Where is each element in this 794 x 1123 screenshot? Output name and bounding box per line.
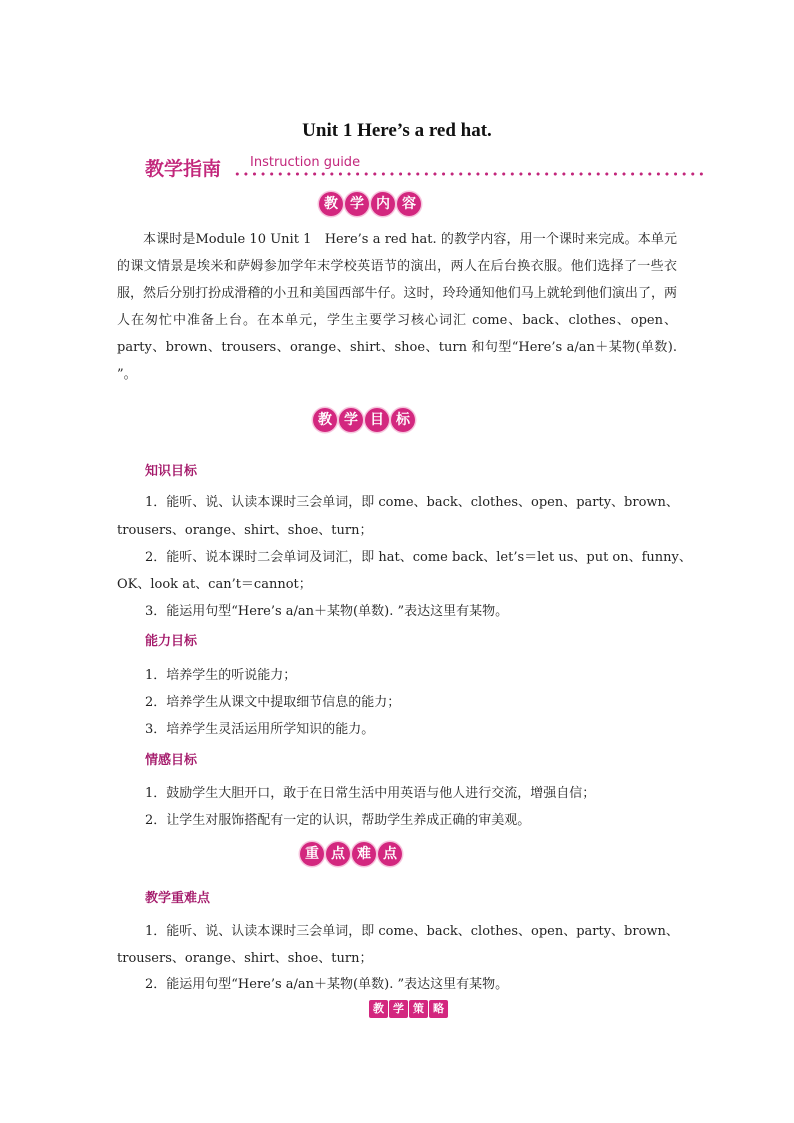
badge-char: 标	[391, 408, 415, 432]
badge-char: 教	[369, 1000, 388, 1018]
badge-char: 学	[389, 1000, 408, 1018]
ability-item-2: 2．培养学生从课文中提取细节信息的能力；	[145, 695, 401, 710]
badge-char: 容	[397, 192, 421, 216]
badge-char: 略	[429, 1000, 448, 1018]
knowledge-item-1-cont: trousers、orange、shirt、shoe、turn；	[117, 523, 373, 538]
badge-char: 学	[345, 192, 369, 216]
badge-char: 学	[339, 408, 363, 432]
knowledge-goals-heading: 知识目标	[145, 464, 198, 479]
badge-teaching-content	[319, 192, 421, 216]
content-paragraph: 本课时是Module 10 Unit 1 Here’s a red hat. 的教学内容，用一个课时来完成。本单元的课文情景是埃米和萨姆参加学年末学校英语节的演出，两人在后台换衣服。他们选择了一些衣服，然后分别打扮成滑稽的小丑和美国西部牛仔。这时，玲玲通知他们马上就轮到他们演出了，两人在匆忙中准备上台。在本单元，学生主要学习核心词汇 come、back、clothes、open、party、brown、trousers、orange、shirt、shoe、turn 和句型“Here’s a/an＋某物(单数). ”。	[117, 232, 677, 382]
badge-char: 重	[300, 842, 324, 866]
knowledge-item-2: 2．能听、说本课时二会单词及词汇，即 hat、come back、let’s＝let us、put on、funny、	[145, 550, 692, 565]
badge-char: 目	[365, 408, 389, 432]
badge-teaching-goals	[313, 408, 415, 432]
difficulty-item-1: 1．能听、说、认读本课时三会单词，即 come、back、clothes、open、party、brown、	[145, 924, 679, 939]
knowledge-item-1: 1．能听、说、认读本课时三会单词，即 come、back、clothes、open、party、brown、	[145, 495, 679, 510]
badge-char: 点	[326, 842, 350, 866]
badge-char: 教	[313, 408, 337, 432]
ability-item-1: 1．培养学生的听说能力；	[145, 668, 297, 683]
badge-key-difficult-points	[300, 842, 402, 866]
unit-title: Unit 1 Here’s a red hat.	[302, 120, 492, 141]
emotion-goals-heading: 情感目标	[145, 753, 198, 768]
key-difficult-heading: 教学重难点	[145, 891, 211, 906]
badge-char: 策	[409, 1000, 428, 1018]
badge-char: 教	[319, 192, 343, 216]
instruction-guide-banner	[145, 152, 710, 182]
emotion-item-2: 2．让学生对服饰搭配有一定的认识，帮助学生养成正确的审美观。	[145, 813, 531, 828]
difficulty-item-1-cont: trousers、orange、shirt、shoe、turn；	[117, 951, 373, 966]
ability-goals-heading: 能力目标	[145, 634, 198, 649]
ability-item-3: 3．培养学生灵活运用所学知识的能力。	[145, 722, 375, 737]
badge-char: 内	[371, 192, 395, 216]
emotion-item-1: 1．鼓励学生大胆开口，敢于在日常生活中用英语与他人进行交流，增强自信；	[145, 786, 596, 801]
guide-title-cn: 教学指南	[145, 158, 222, 180]
guide-title-en: Instruction guide	[250, 155, 361, 170]
badge-char: 难	[352, 842, 376, 866]
badge-teaching-strategy	[369, 1000, 448, 1018]
knowledge-item-3: 3．能运用句型“Here’s a/an＋某物(单数). ”表达这里有某物。	[145, 604, 509, 619]
dotted-divider	[233, 172, 708, 176]
knowledge-item-2-cont: OK、look at、can’t＝cannot；	[117, 577, 312, 592]
badge-char: 点	[378, 842, 402, 866]
difficulty-item-2: 2．能运用句型“Here’s a/an＋某物(单数). ”表达这里有某物。	[145, 977, 509, 992]
